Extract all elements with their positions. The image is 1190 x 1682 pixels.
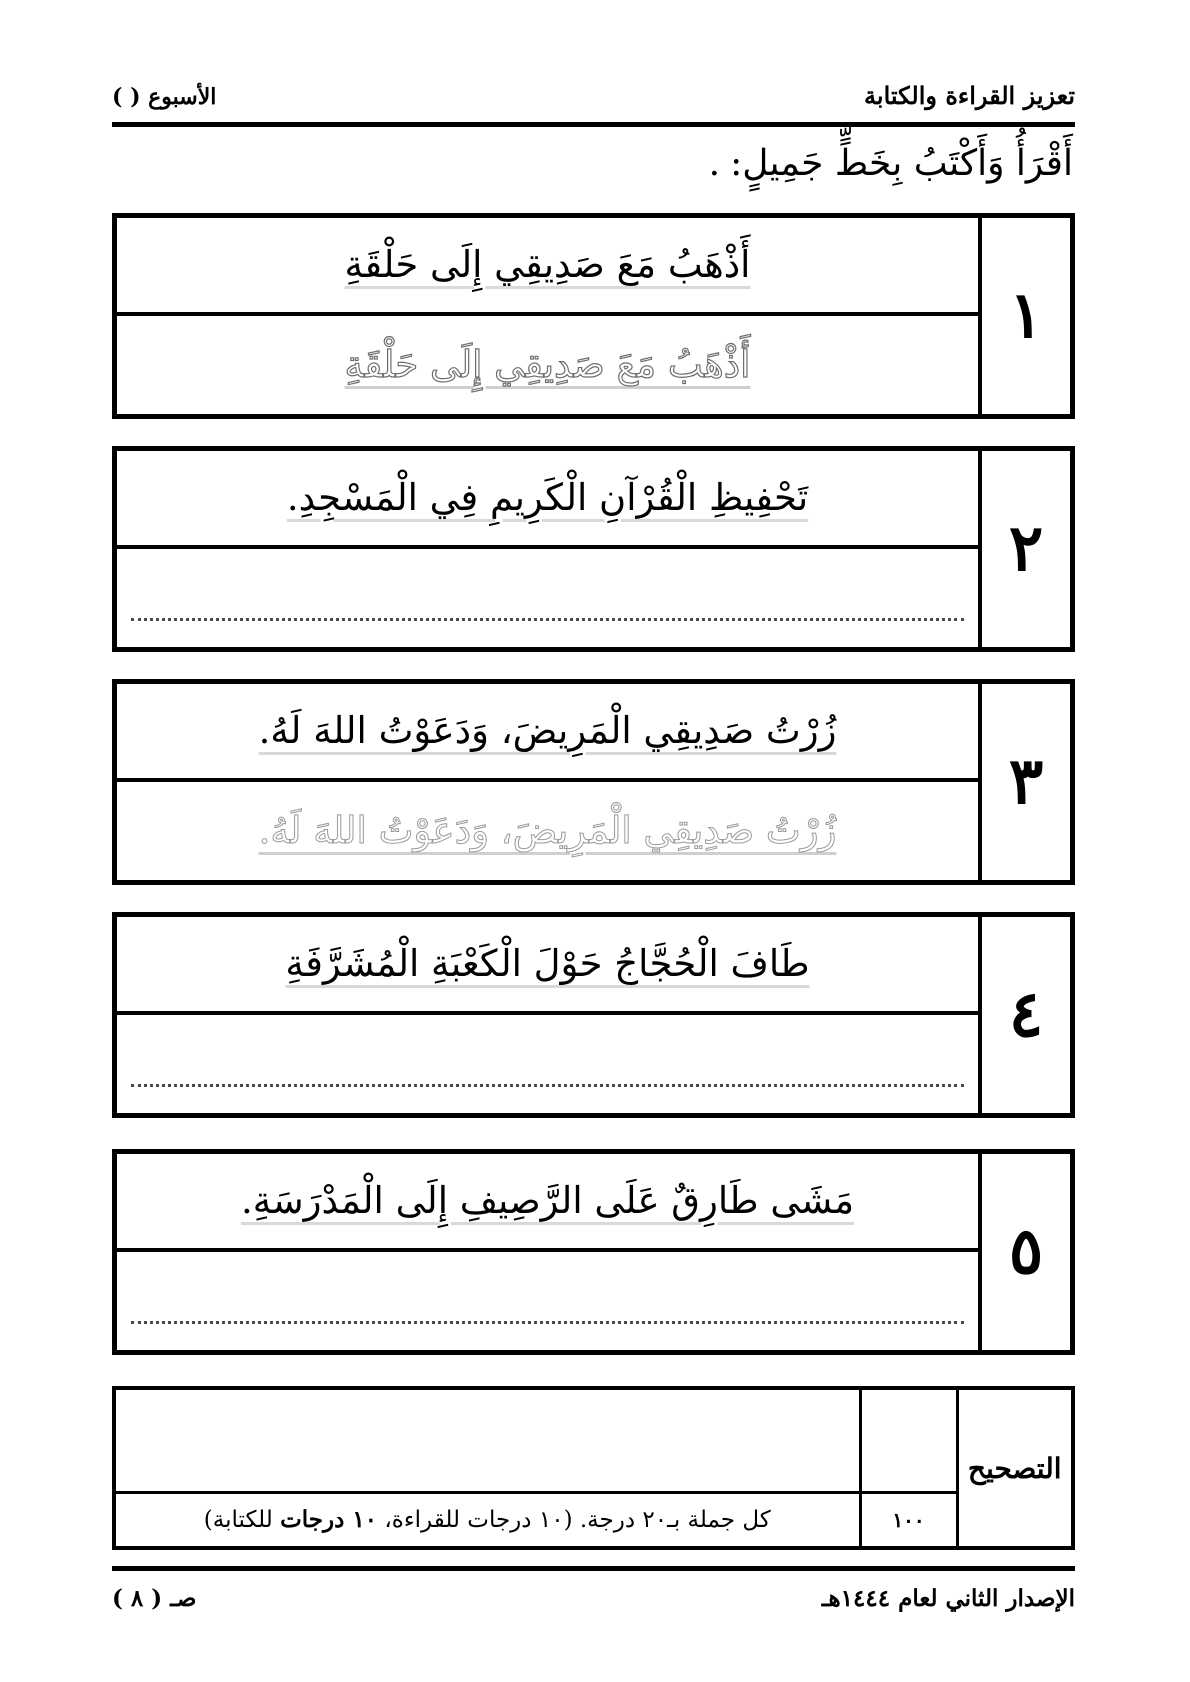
- practice-cell: [117, 1252, 978, 1350]
- score-cell-empty: [860, 1388, 957, 1492]
- instruction-marker: .: [708, 143, 721, 184]
- sentence-cell: [117, 1154, 978, 1252]
- trace-text: أَذْهَبُ مَعَ صَدِيقِي إِلَى حَلْقَةِ: [344, 343, 751, 387]
- grading-note: [114, 1492, 860, 1548]
- sentence-text: أَذْهَبُ مَعَ صَدِيقِي إِلَى حَلْقَةِ: [344, 243, 751, 287]
- writing-line: [131, 618, 964, 621]
- practice-cell: [117, 1015, 978, 1113]
- page-header: [112, 64, 1075, 110]
- instruction-line: [112, 137, 1073, 191]
- sentence-text: تَحْفِيظِ الْقُرْآنِ الْكَرِيمِ فِي الْمَسْجِدِ.: [286, 476, 809, 520]
- exercise-rows: [117, 451, 978, 647]
- exercise-rows: [117, 917, 978, 1113]
- writing-line: [131, 1084, 964, 1087]
- exercise-box-2: [112, 446, 1075, 652]
- exercise-rows: [117, 218, 978, 414]
- week-label: الأسبوع ( ): [112, 84, 217, 110]
- sentence-cell: [117, 218, 978, 316]
- sentence-text: زُرْتُ صَدِيقِي الْمَرِيضَ، وَدَعَوْتُ اللهَ لَهُ.: [258, 709, 837, 753]
- header-rule: [112, 122, 1075, 127]
- edition-label: الإصدار الثاني لعام ١٤٤٤هـ: [821, 1585, 1075, 1612]
- sentence-text: طَافَ الْحُجَّاجُ حَوْلَ الْكَعْبَةِ الْمُشَرَّفَةِ: [285, 942, 810, 986]
- note-cell-empty: [114, 1388, 860, 1492]
- exercise-box-4: [112, 912, 1075, 1118]
- practice-cell: [117, 316, 978, 414]
- trace-text: زُرْتُ صَدِيقِي الْمَرِيضَ، وَدَعَوْتُ اللهَ لَهُ.: [258, 809, 837, 853]
- page-number: صـ ( ٨ ): [112, 1585, 197, 1612]
- exercise-box-1: [112, 213, 1075, 419]
- exercise-rows: [117, 1154, 978, 1350]
- grading-table: [112, 1386, 1075, 1550]
- sentence-cell: [117, 451, 978, 549]
- sentence-text: مَشَى طَارِقٌ عَلَى الرَّصِيفِ إِلَى الْمَدْرَسَةِ.: [241, 1179, 855, 1223]
- exercise-number: ٤: [978, 917, 1070, 1113]
- exercise-number: ٥: [978, 1154, 1070, 1350]
- sentence-cell: [117, 684, 978, 782]
- grading-note-part1: كل جملة بـ٢٠ درجة. (١٠ درجات للقراءة،: [377, 1507, 771, 1534]
- grading-note-bold: ١٠ درجات: [280, 1506, 378, 1534]
- instruction-text: أَقْرَأُ وَأَكْتَبُ بِخَطٍّ جَمِيلٍ:: [730, 143, 1073, 184]
- practice-cell: [117, 782, 978, 880]
- writing-line: [131, 1321, 964, 1324]
- grading-label: التصحيح: [957, 1388, 1073, 1548]
- sentence-cell: [117, 917, 978, 1015]
- total-score: ١٠٠: [860, 1492, 957, 1548]
- practice-cell: [117, 549, 978, 647]
- exercise-number: ٢: [978, 451, 1070, 647]
- grading-note-part2: للكتابة): [203, 1507, 281, 1534]
- course-title: تعزيز القراءة والكتابة: [864, 81, 1075, 110]
- exercise-rows: [117, 684, 978, 880]
- exercise-number: ٣: [978, 684, 1070, 880]
- exercise-number: ١: [978, 218, 1070, 414]
- page-footer: [112, 1585, 1075, 1612]
- exercise-box-5: [112, 1149, 1075, 1355]
- footer-rule: [112, 1566, 1075, 1571]
- exercise-box-3: [112, 679, 1075, 885]
